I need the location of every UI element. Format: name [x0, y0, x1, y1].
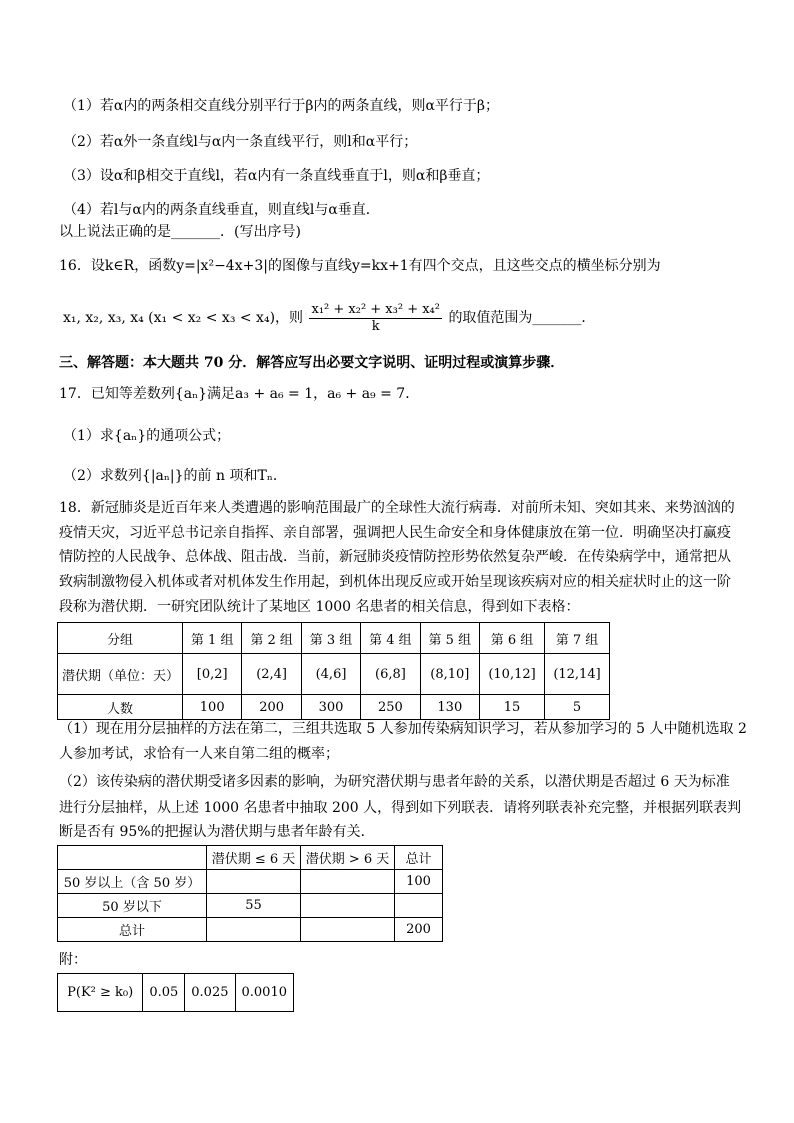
table-cell: 人数 — [58, 695, 183, 720]
table-row — [58, 695, 610, 720]
table-cell: [0,2] — [183, 654, 242, 695]
table-cell: 总计 — [395, 846, 443, 870]
q17-part-2: （2）求数列{|aₙ|}的前 n 项和Tₙ． — [63, 468, 287, 484]
table-cell: 第 3 组 — [301, 623, 360, 654]
incubation-table — [57, 622, 610, 720]
q18-para-line-1: 18．新冠肺炎是近百年来人类遭遇的影响范围最广的全球性大流行病毒．对前所未知、突如其来、来势汹汹的 — [59, 500, 735, 516]
q16-line-2 — [63, 300, 595, 336]
table-cell: (4,6] — [301, 654, 360, 695]
table-cell: 第 2 组 — [242, 623, 301, 654]
q16-range-text: 的取值范围为_______． — [448, 310, 596, 326]
table-cell: 100 — [395, 870, 443, 894]
q18-para-line-5: 段称为潜伏期．一研究团队统计了某地区 1000 名患者的相关信息，得到如下表格： — [59, 599, 580, 615]
q16-fraction-denominator: k — [371, 318, 380, 334]
table-row — [58, 870, 443, 894]
table-cell: 分组 — [58, 623, 183, 654]
table-cell — [301, 894, 395, 918]
table-row — [58, 846, 443, 870]
table-cell: (6,8] — [361, 654, 420, 695]
q18-part-2-line-2: 进行分层抽样，从上述 1000 名患者中抽取 200 人，得到如下列联表．请将列联表补充完整，并根据列联表判 — [59, 800, 742, 816]
table-cell: 第 5 组 — [420, 623, 479, 654]
table-cell: 50 岁以下 — [58, 894, 207, 918]
table-cell: 200 — [395, 918, 443, 942]
table-cell: P(K² ≥ k₀) — [58, 974, 143, 1012]
table-cell: 0.0010 — [235, 974, 294, 1012]
q18-part-1-line-2: 人参加考试，求恰有一人来自第二组的概率； — [59, 746, 339, 762]
q18-para-line-3: 情防控的人民战争、总体战、阻击战．当前，新冠肺炎疫情防控形势依然复杂严峻．在传染病学中，通常把从 — [59, 549, 731, 565]
table-cell: (2,4] — [242, 654, 301, 695]
critical-value-table — [57, 973, 294, 1012]
table-cell — [207, 918, 301, 942]
table-cell: 15 — [480, 695, 545, 720]
table-cell: 50 岁以上（含 50 岁） — [58, 870, 207, 894]
table-cell: (8,10] — [420, 654, 479, 695]
table-cell — [301, 918, 395, 942]
q18-para-line-2: 疫情天灾，习近平总书记亲自指挥、亲自部署，强调把人民生命安全和身体健康放在第一位．明确坚决打赢疫 — [59, 525, 731, 541]
table-cell: 总计 — [58, 918, 207, 942]
table-cell: 第 6 组 — [480, 623, 545, 654]
table-cell: 5 — [545, 695, 610, 720]
table-cell: 0.05 — [143, 974, 185, 1012]
table-cell: 0.025 — [185, 974, 235, 1012]
table-cell: 250 — [361, 695, 420, 720]
table-cell — [395, 894, 443, 918]
table-cell — [58, 846, 207, 870]
table-cell: 第 4 组 — [361, 623, 420, 654]
table-cell: 100 — [183, 695, 242, 720]
table-row — [58, 623, 610, 654]
table-cell — [207, 870, 301, 894]
table-row — [58, 974, 294, 1012]
appendix-label: 附： — [59, 952, 87, 968]
q16-line-1: 16．设k∈R，函数y=|x²−4x+3|的图像与直线y=kx+1有四个交点，且这些交点的横坐标分别为 — [59, 258, 661, 274]
q16-fraction — [309, 302, 442, 335]
table-cell — [301, 870, 395, 894]
q18-part-2-line-3: 断是否有 95%的把握认为潜伏期与患者年龄有关． — [59, 824, 375, 840]
table-cell: 300 — [301, 695, 360, 720]
table-cell: (10,12] — [480, 654, 545, 695]
q15-prompt: 以上说法正确的是_______．(写出序号) — [59, 224, 301, 240]
table-cell: 55 — [207, 894, 301, 918]
table-cell: 130 — [420, 695, 479, 720]
q16-variables: x₁, x₂, x₃, x₄ (x₁ < x₂ < x₃ < x₄)，则 — [63, 310, 304, 326]
q15-item-4: （4）若l与α内的两条直线垂直，则直线l与α垂直． — [63, 202, 380, 218]
q17-stem: 17．已知等差数列{aₙ}满足a₃ + a₆ = 1，a₆ + a₉ = 7． — [59, 386, 420, 402]
q15-item-2: （2）若α外一条直线l与α内一条直线平行，则l和α平行； — [63, 134, 418, 150]
table-cell: 潜伏期 > 6 天 — [301, 846, 395, 870]
q18-part-1-line-1: （1）现在用分层抽样的方法在第二，三组共选取 5 人参加传染病知识学习，若从参加学习的 5 人中随机选取 2 — [59, 721, 747, 737]
q17-part-1: （1）求{aₙ}的通项公式； — [63, 428, 231, 444]
table-cell: 200 — [242, 695, 301, 720]
table-cell: 潜伏期 ≤ 6 天 — [207, 846, 301, 870]
section-3-heading: 三、解答题：本大题共 70 分．解答应写出必要文字说明、证明过程或演算步骤． — [59, 355, 565, 371]
q18-para-line-4: 致病制激物侵入机体或者对机体发生作用起，到机体出现反应或开始呈现该疾病对应的相关症状时止的这一阶 — [59, 574, 731, 590]
contingency-table — [57, 845, 443, 942]
table-row — [58, 918, 443, 942]
table-cell: 第 1 组 — [183, 623, 242, 654]
q15-item-1: （1）若α内的两条相交直线分别平行于β内的两条直线，则α平行于β； — [63, 98, 500, 114]
table-row — [58, 654, 610, 695]
q16-fraction-numerator: x₁² + x₂² + x₃² + x₄² — [311, 301, 440, 317]
table-cell: (12,14] — [545, 654, 610, 695]
table-cell: 第 7 组 — [545, 623, 610, 654]
q18-part-2-line-1: （2）该传染病的潜伏期受诸多因素的影响，为研究潜伏期与患者年龄的关系，以潜伏期是否超过 6 天为标准 — [59, 774, 730, 790]
table-cell: 潜伏期（单位：天） — [58, 654, 183, 695]
table-row — [58, 894, 443, 918]
q15-item-3: （3）设α和β相交于直线l，若α内有一条直线垂直于l，则α和β垂直； — [63, 168, 490, 184]
